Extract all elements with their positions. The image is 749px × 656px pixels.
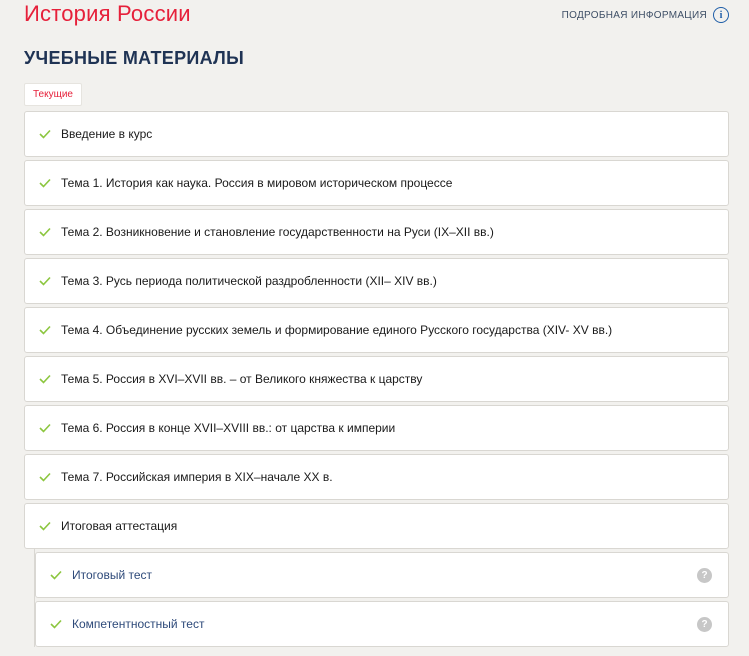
check-icon xyxy=(50,619,62,629)
check-icon xyxy=(39,423,51,433)
module-item[interactable] xyxy=(24,209,729,255)
module-label: Итоговая аттестация xyxy=(61,519,178,533)
final-assessment-subitems xyxy=(35,552,729,647)
info-icon[interactable]: i xyxy=(713,7,729,23)
check-icon xyxy=(39,129,51,139)
module-item[interactable] xyxy=(24,160,729,206)
more-info-link[interactable] xyxy=(562,7,729,23)
help-icon[interactable]: ? xyxy=(697,617,712,632)
module-item[interactable] xyxy=(24,111,729,157)
modules-list xyxy=(24,111,729,650)
check-icon xyxy=(50,570,62,580)
subitem-final-test[interactable] xyxy=(35,552,729,598)
subitem-label: Итоговый тест xyxy=(72,568,153,582)
module-item-final-assessment[interactable] xyxy=(24,503,729,549)
check-icon xyxy=(39,325,51,335)
module-label: Введение в курс xyxy=(61,127,153,141)
check-icon xyxy=(39,178,51,188)
module-item[interactable] xyxy=(24,454,729,500)
subitem-label: Компетентностный тест xyxy=(72,617,205,631)
module-label: Тема 2. Возникновение и становление государственности на Руси (IX–XII вв.) xyxy=(61,225,494,239)
module-item[interactable] xyxy=(24,405,729,451)
module-label: Тема 6. Россия в конце XVII–XVIII вв.: от царства к империи xyxy=(61,421,396,435)
check-icon xyxy=(39,227,51,237)
module-label: Тема 1. История как наука. Россия в мировом историческом процессе xyxy=(61,176,453,190)
module-label: Тема 4. Объединение русских земель и формирование единого Русского государства (XIV- XV вв.) xyxy=(61,323,613,337)
more-info-label: ПОДРОБНАЯ ИНФОРМАЦИЯ xyxy=(561,9,707,21)
module-item[interactable] xyxy=(24,307,729,353)
help-icon[interactable]: ? xyxy=(697,568,712,583)
course-title: История России xyxy=(24,1,191,26)
check-icon xyxy=(39,521,51,531)
tab-current[interactable]: Текущие xyxy=(24,83,82,106)
check-icon xyxy=(39,276,51,286)
module-item[interactable] xyxy=(24,356,729,402)
check-icon xyxy=(39,374,51,384)
section-heading: УЧЕБНЫЕ МАТЕРИАЛЫ xyxy=(24,48,245,68)
module-label: Тема 3. Русь периода политической раздробленности (XII– XIV вв.) xyxy=(61,274,437,288)
module-label: Тема 5. Россия в XVI–XVII вв. – от Великого княжества к царству xyxy=(61,372,423,386)
subitem-competency-test[interactable] xyxy=(35,601,729,647)
module-item[interactable] xyxy=(24,258,729,304)
check-icon xyxy=(39,472,51,482)
module-label: Тема 7. Российская империя в XIX–начале XX в. xyxy=(61,470,333,484)
